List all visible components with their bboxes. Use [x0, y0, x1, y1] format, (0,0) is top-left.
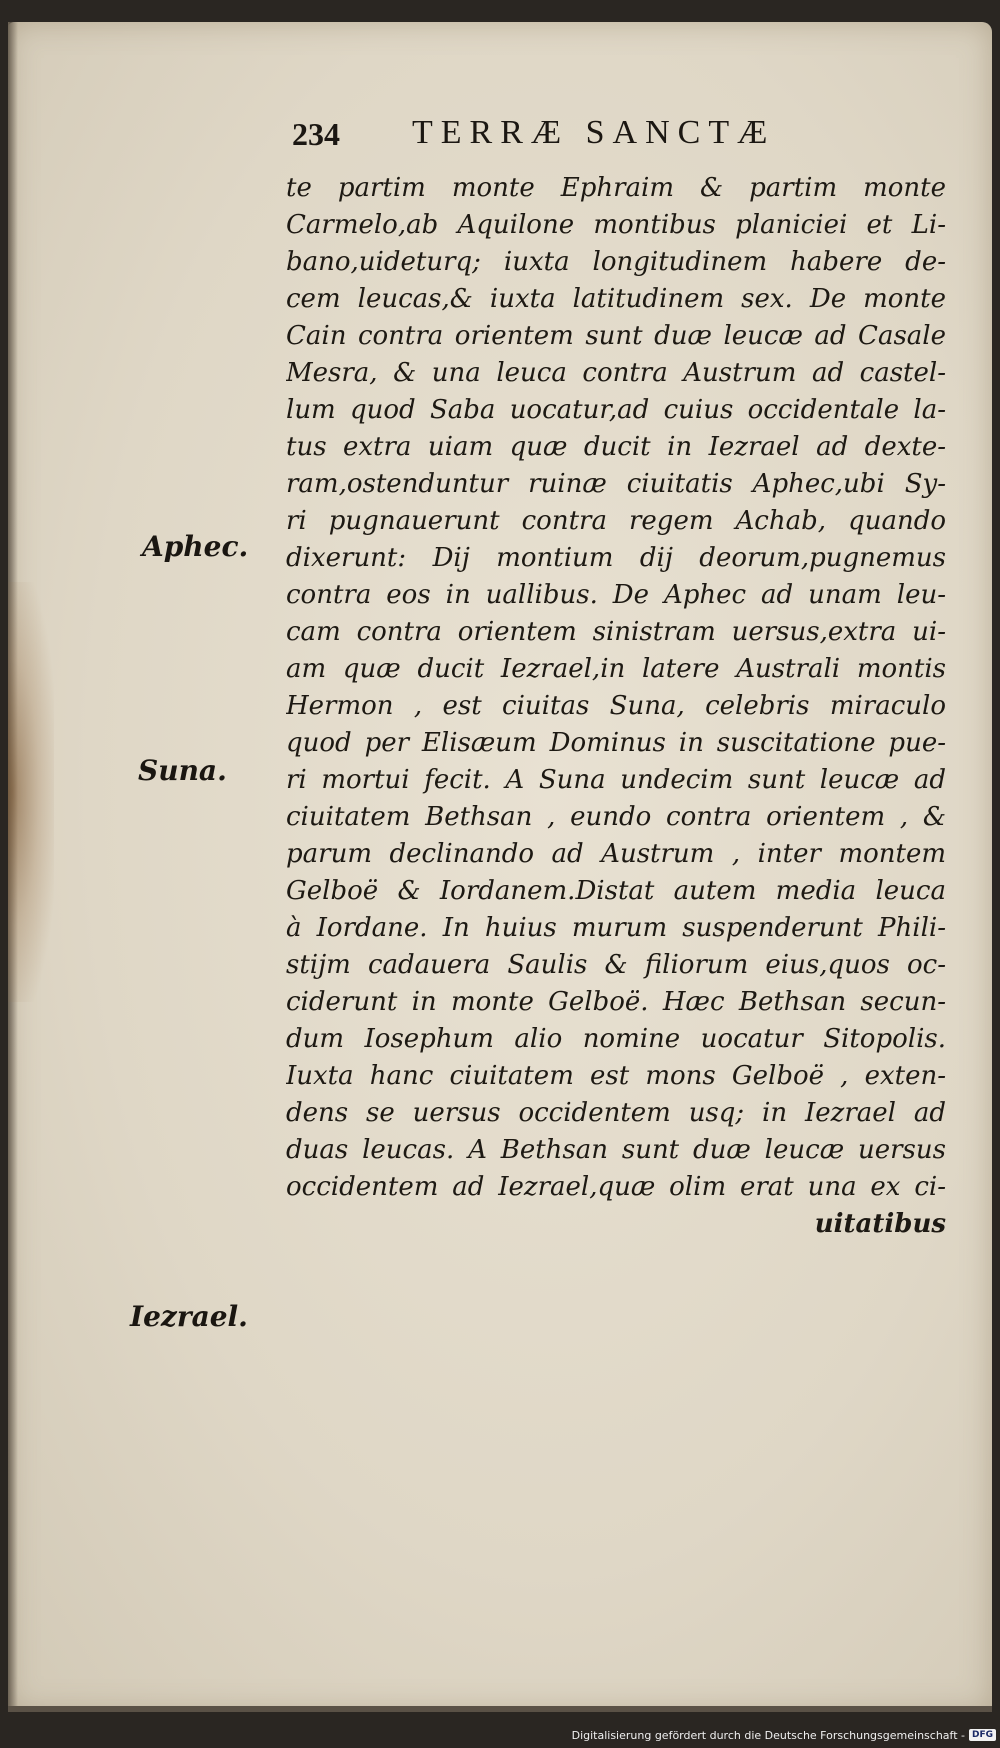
text-line: ri pugnauerunt contra regem Achab, quando [286, 506, 946, 536]
text-line: dum Iosephum alio nomine uocatur Sitopolis. [286, 1024, 946, 1054]
text-line: Iuxta hanc ciuitatem est mons Gelboë , exten- [286, 1061, 946, 1091]
text-line: ri mortui fecit. A Suna undecim sunt leucæ ad [286, 765, 946, 795]
text-line: Cain contra orientem sunt duæ leucæ ad Casale [286, 321, 946, 351]
page-number: 234 [292, 116, 340, 152]
marginal-note: Aphec. [142, 530, 249, 563]
text-line: ciuitatem Bethsan , eundo contra orientem , & [286, 802, 946, 832]
text-line: am quæ ducit Iezrael,in latere Australi montis [286, 654, 946, 684]
marginal-note: Iezrael. [130, 1300, 248, 1333]
text-line: à Iordane. In huius murum suspenderunt Phili- [286, 913, 946, 943]
page-bottom-edge [8, 1706, 992, 1712]
text-line: stijm cadauera Saulis & filiorum eius,quos oc- [286, 950, 946, 980]
text-line: lum quod Saba uocatur,ad cuius occidentale la- [286, 395, 946, 425]
marginal-note: Suna. [138, 754, 227, 787]
digitization-credit [572, 1726, 996, 1744]
text-line: cem leucas,& iuxta latitudinem sex. De monte [286, 284, 946, 314]
running-head: TERRÆ SANCTÆ [412, 114, 776, 151]
text-line: tus extra uiam quæ ducit in Iezrael ad dexte- [286, 432, 946, 462]
text-line: bano,uideturq; iuxta longitudinem habere de- [286, 247, 946, 277]
text-line: dens se uersus occidentem usq; in Iezrael ad [286, 1098, 946, 1128]
water-stain [8, 582, 54, 1002]
text-line: Mesra, & una leuca contra Austrum ad castel- [286, 358, 946, 388]
text-line: Carmelo,ab Aquilone montibus planiciei et Li- [286, 210, 946, 240]
text-line: ram,ostenduntur ruinæ ciuitatis Aphec,ubi Sy- [286, 469, 946, 499]
text-line: Gelboë & Iordanem.Distat autem media leuca [286, 876, 946, 906]
dfg-logo: DFG [969, 1729, 996, 1741]
text-line: occidentem ad Iezrael,quæ olim erat una ex ci- [286, 1172, 946, 1202]
text-line: parum declinando ad Austrum , inter montem [286, 839, 946, 869]
text-line: duas leucas. A Bethsan sunt duæ leucæ uersus [286, 1135, 946, 1165]
page-header [292, 108, 852, 160]
credit-text: Digitalisierung gefördert durch die Deutsche Forschungsgemeinschaft - [571, 1728, 965, 1742]
text-line: quod per Elisæum Dominus in suscitatione pue- [286, 728, 946, 758]
text-line: ciderunt in monte Gelboë. Hæc Bethsan secun- [286, 987, 946, 1017]
text-line: te partim monte Ephraim & partim monte [286, 173, 946, 203]
text-line: Hermon , est ciuitas Suna, celebris miraculo [286, 691, 946, 721]
text-line: dixerunt: Dij montium dij deorum,pugnemus [286, 543, 946, 573]
text-line: cam contra orientem sinistram uersus,extra ui- [286, 617, 946, 647]
text-line: contra eos in uallibus. De Aphec ad unam leu- [286, 580, 946, 610]
text-line: uitatibus [814, 1209, 946, 1239]
body-text [286, 168, 946, 1398]
